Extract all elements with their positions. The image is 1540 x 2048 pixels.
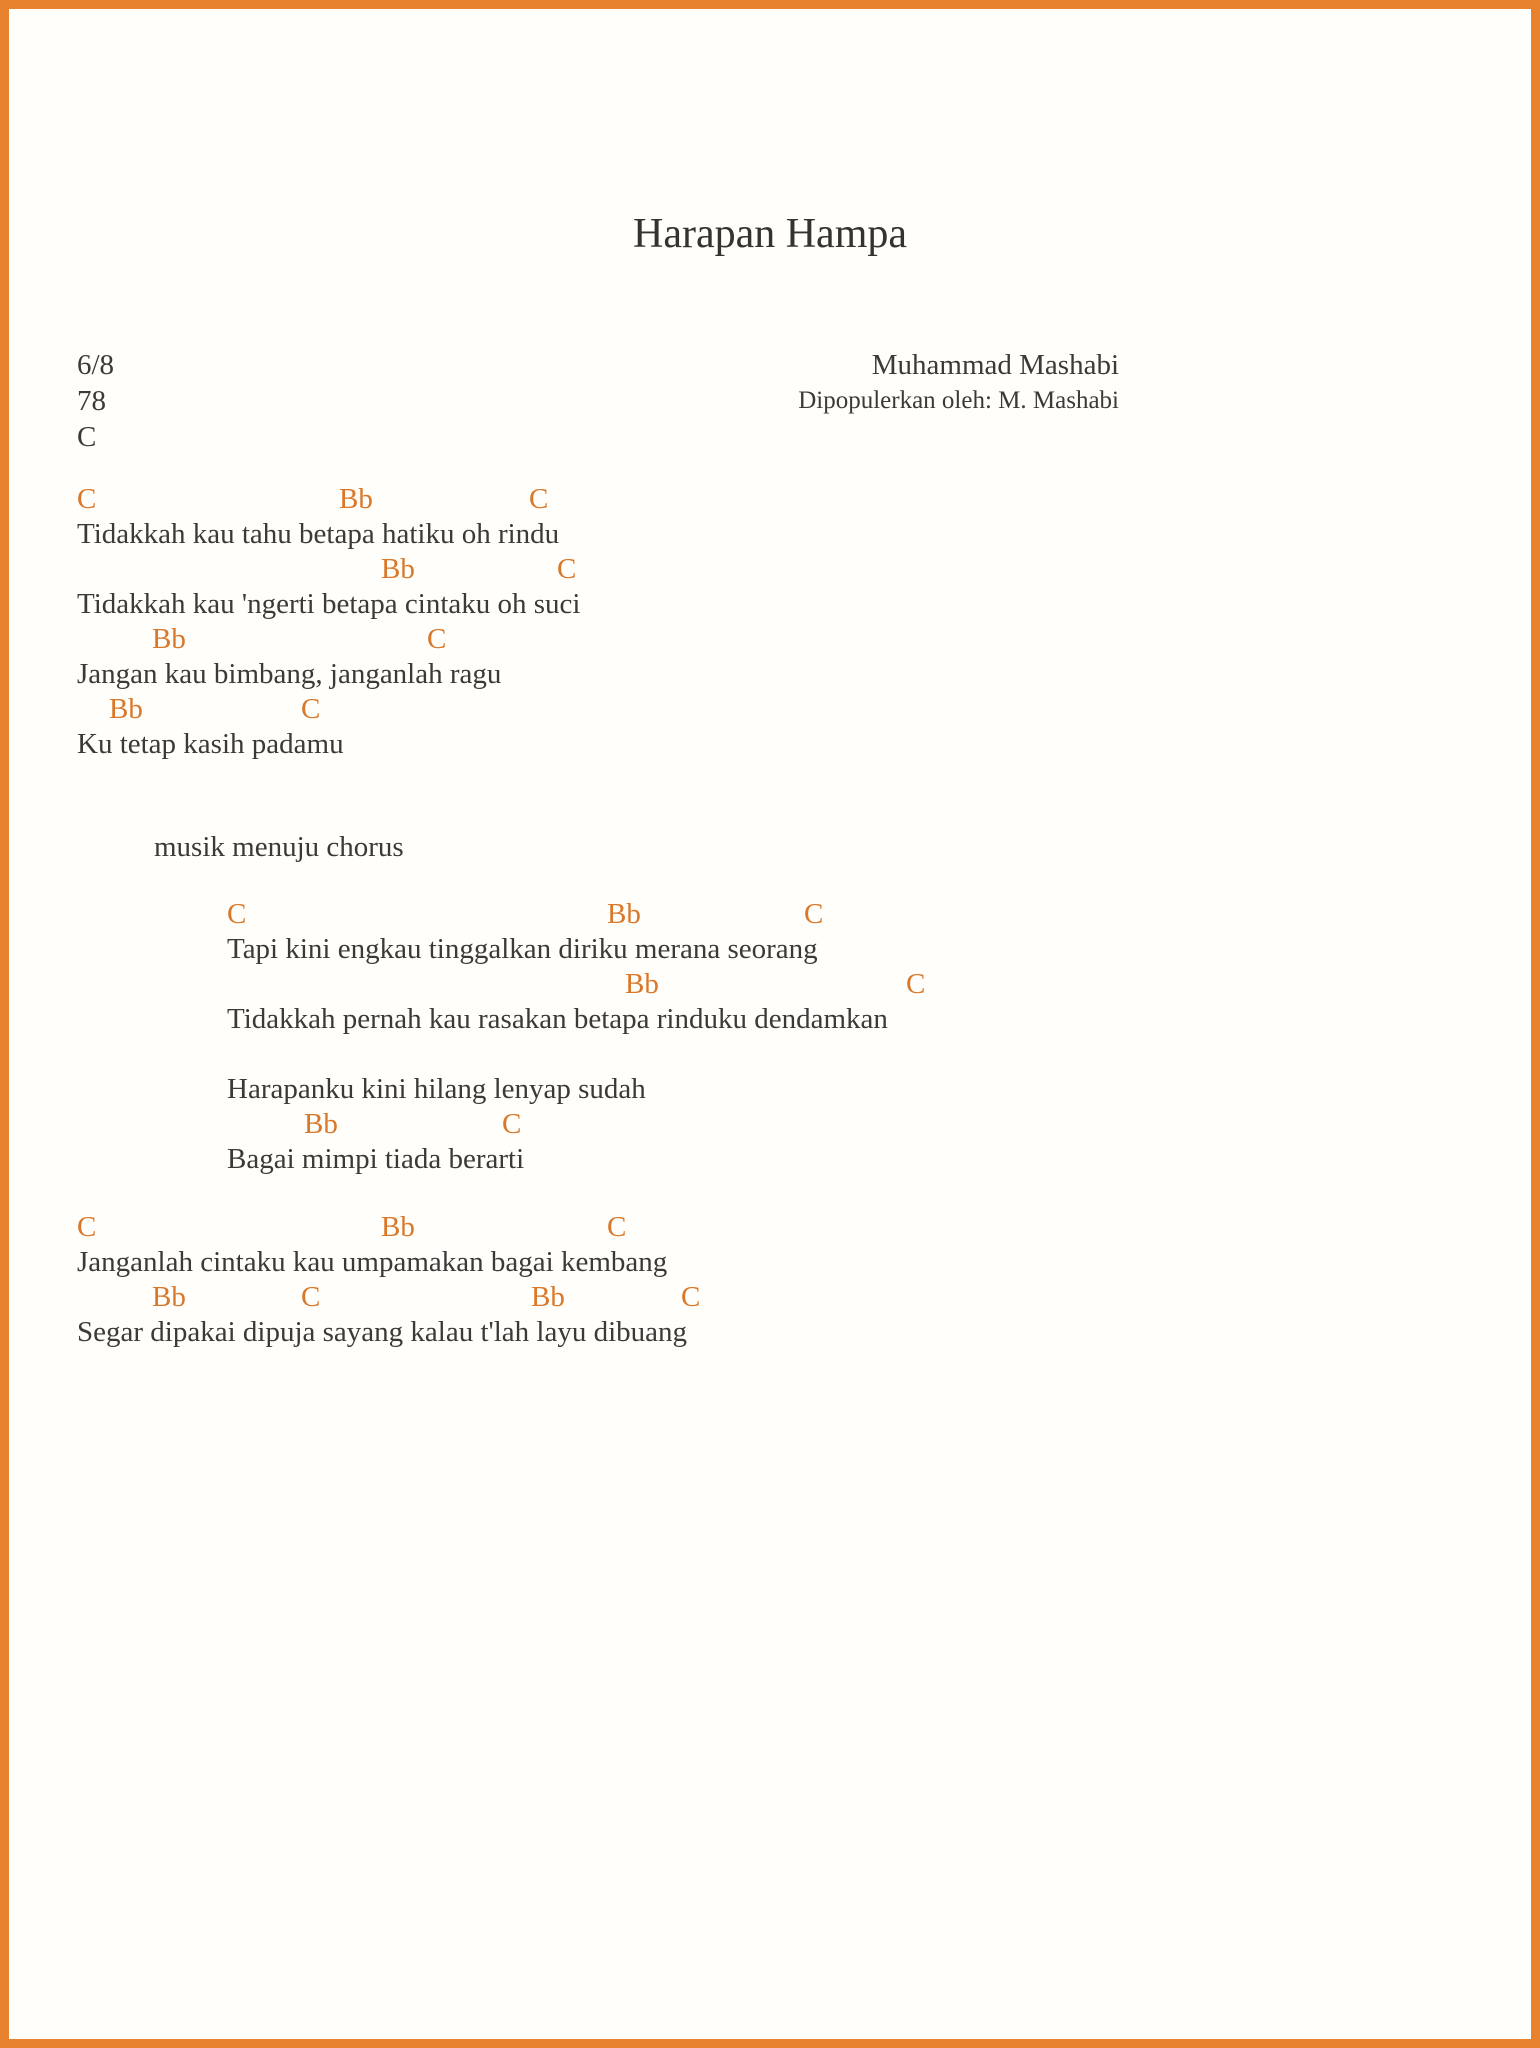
lyric-line: Harapanku kini hilang lenyap sudah (227, 1073, 646, 1105)
chord-label: C (557, 553, 577, 585)
chord-line (77, 482, 1463, 517)
chord-label: Bb (381, 1211, 415, 1243)
chord-label: C (502, 1108, 522, 1140)
song-section-note (77, 830, 1463, 865)
composer-name: Muhammad Mashabi (871, 349, 1119, 381)
song-meta (77, 347, 1119, 455)
chord-label: C (227, 898, 247, 930)
chord-label: C (301, 1281, 321, 1313)
song-line (77, 967, 1463, 1037)
lyric-line: Tidakkah kau tahu betapa hatiku oh rindu (77, 518, 560, 550)
song-key: C (77, 421, 97, 453)
chord-label: C (906, 968, 926, 1000)
lyric-line: Tapi kini engkau tinggalkan diriku merana seorang (227, 933, 818, 965)
song-line (77, 1210, 1463, 1280)
chord-label: C (607, 1211, 627, 1243)
chord-label: C (427, 623, 447, 655)
tempo: 78 (77, 385, 106, 417)
song-line (77, 1037, 1463, 1107)
lyric-line: Janganlah cintaku kau umpamakan bagai kembang (77, 1246, 668, 1278)
song-meta-left (77, 347, 114, 455)
chord-label: C (529, 483, 549, 515)
chord-label: Bb (109, 693, 143, 725)
time-signature: 6/8 (77, 349, 115, 381)
chord-label: C (301, 693, 321, 725)
song-section-verse-1 (77, 482, 1463, 762)
chord-line (77, 1107, 1463, 1142)
lyric-line: Jangan kau bimbang, janganlah ragu (77, 658, 502, 690)
chord-line (77, 897, 1463, 932)
song-line (77, 622, 1463, 692)
chord-label: Bb (607, 898, 641, 930)
chord-line (77, 1210, 1463, 1245)
chord-label: C (804, 898, 824, 930)
chord-label: C (77, 1211, 97, 1243)
chord-line (77, 967, 1463, 1002)
song-meta-right (798, 347, 1119, 419)
page-content (9, 209, 1531, 1350)
section-note: musik menuju chorus (154, 831, 404, 863)
lyric-line: Tidakkah kau 'ngerti betapa cintaku oh suci (77, 588, 581, 620)
chord-label: Bb (304, 1108, 338, 1140)
lyric-line: Bagai mimpi tiada berarti (227, 1143, 525, 1175)
chord-label: Bb (152, 623, 186, 655)
song-line (77, 552, 1463, 622)
chord-line (77, 1037, 1463, 1072)
song-body (77, 482, 1463, 1350)
song-section-verse-2 (77, 1210, 1463, 1350)
popularized-by: Dipopulerkan oleh: M. Mashabi (798, 387, 1119, 414)
chord-label: Bb (531, 1281, 565, 1313)
song-line (77, 1107, 1463, 1177)
chord-line (77, 552, 1463, 587)
chord-line (77, 1280, 1463, 1315)
chord-label: C (77, 483, 97, 515)
lyric-line: Segar dipakai dipuja sayang kalau t'lah layu dibuang (77, 1316, 688, 1348)
chord-label: C (681, 1281, 701, 1313)
chord-label: Bb (152, 1281, 186, 1313)
chord-label: Bb (625, 968, 659, 1000)
lyric-line: Ku tetap kasih padamu (77, 728, 344, 760)
song-line (77, 897, 1463, 967)
chord-label: Bb (381, 553, 415, 585)
song-line (77, 692, 1463, 762)
chord-line (77, 692, 1463, 727)
song-section-chorus (77, 897, 1463, 1177)
song-line (77, 1280, 1463, 1350)
song-title: Harapan Hampa (632, 211, 908, 257)
lyric-line: Tidakkah pernah kau rasakan betapa rinduku dendamkan (227, 1003, 888, 1035)
chord-label: Bb (339, 483, 373, 515)
song-line (77, 482, 1463, 552)
chord-line (77, 622, 1463, 657)
